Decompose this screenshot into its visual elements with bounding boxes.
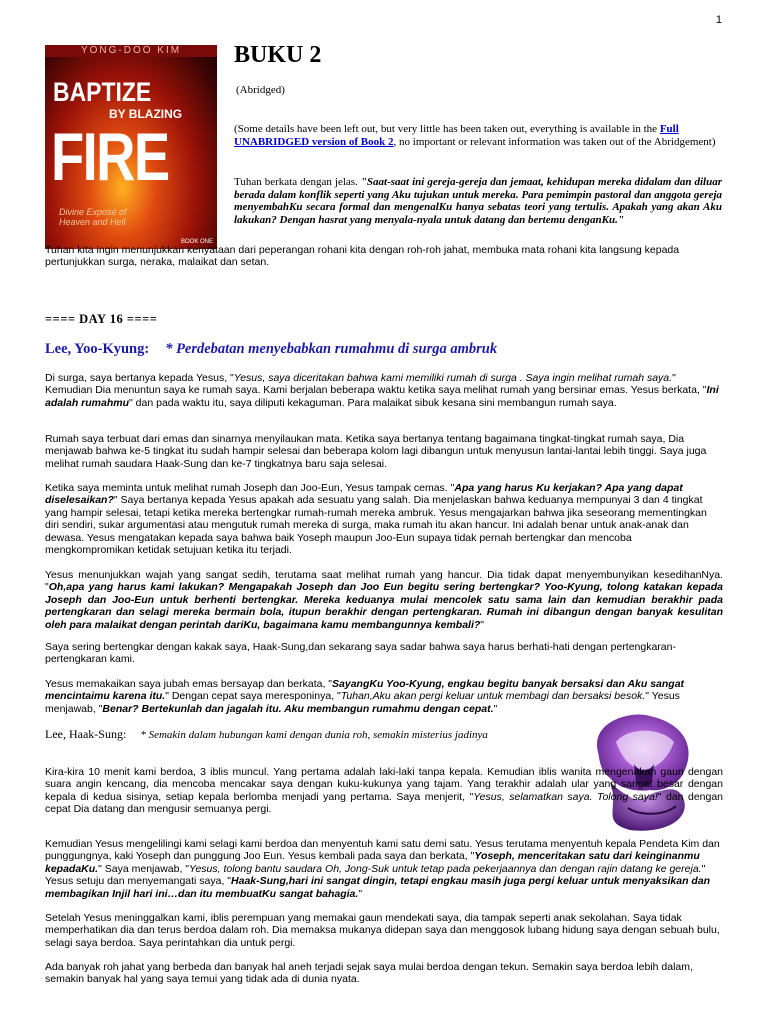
cover-subtitle: [59, 207, 127, 227]
p1-quote-2: Ini adalah rumahmu: [45, 384, 719, 409]
cover-subtitle-line2: Heaven and Hell: [59, 217, 126, 227]
p8-text-c: " Yesus setuju dan menyemangati saya, ": [45, 862, 706, 888]
paragraph-10: Ada banyak roh jahat yang berbeda dan banyak hal aneh terjadi sejak saya mulai berdoa dengan tekun. Semakin saya berdoa lebih dalam, semakin banyak hal yang saya temui yang tidak ada di dunia nyata.: [45, 961, 693, 986]
haak-sung-heading: [45, 728, 583, 742]
note-text-before: (Some details have been left out, but very little has been taken out, everything is available in the: [234, 123, 660, 135]
p1-text-a: Di surga, saya bertanya kepada Yesus, ": [45, 372, 234, 384]
abridgement-note: [234, 123, 722, 148]
paragraph-3: [45, 482, 723, 556]
cover-title-line2: BY BLAZING: [109, 107, 183, 121]
p6-quote-1: SayangKu Yoo-Kyung, engkau begitu banyak bersaksi dan Aku sangat mencintaimu karena itu.: [45, 678, 685, 703]
p6-text-c: " Yesus menjawab, ": [45, 690, 680, 715]
p8-quote-1: Yoseph, menceritakan satu dari keinginanmu kepadaKu.: [45, 850, 700, 875]
cover-author: YONG-DOO KIM: [45, 45, 217, 57]
book-cover-image: [45, 45, 217, 249]
day-heading: ==== DAY 16 ====: [45, 312, 158, 326]
page-number: 1: [715, 14, 722, 26]
haak-sung-name: Lee, Haak-Sung:: [45, 727, 127, 741]
p6-text-d: ": [493, 702, 498, 715]
p6-quote-3: Benar? Bertekunlah dan jagalah itu. Aku membangun rumahmu dengan cepat.: [102, 702, 494, 715]
p1-text-b: " Kemudian Dia menuntun saya ke rumah saya. Kami berjalan beberapa waktu ketika saya melihat rumah yang bersinar emas. Yesus berkata, ": [45, 372, 707, 397]
p4-quote: Oh,apa yang harus kami lakukan? Mengapakah Joseph dan Joo Eun begitu sering bertengkar? Yoo-Kyung, tolong katakan kepada Joseph dan Joo-Eun untuk berhenti bertengkar. Mereka keduanya mulai mencolek satu sama lain dan kemudian berakhir pada pertengkaran dan selagi mereka bermain bola, itupun berakhir dengan pertengkaran. Rumah ini dibangun dengan banyak kesulitan oleh para malaikat dengan perintah dariKu, bagaimana kamu membangunnya kembali?: [45, 581, 723, 631]
paragraph-2: Rumah saya terbuat dari emas dan sinarnya menyilaukan mata. Ketika saya bertanya tentang bagaimana tingkat-tingkat rumah saya, Dia menjawab bahwa ke-5 tingkat itu sudah hampir selesai dan beberapa kolom lagi dibangun untuk menyusun lantai-lantai lebih tinggi. Saya juga melihat rumah saudara Haak-Sung dan ke-7 tingkatnya baru saja selesai.: [45, 433, 707, 470]
p8-text-a: Kemudian Yesus mengelilingi kami selagi kami berdoa dan menyentuh kami satu demi satu. Yesus terutama menyentuh kepala Pendeta Kim dan punggungnya, kaki Yoseph dan punggung Joo Eun. Yesus kembali pada saya dan berkata, ": [45, 838, 720, 863]
page-heading: BUKU 2: [234, 42, 322, 68]
p3-quote: Apa yang harus Ku kerjakan? Apa yang dapat diselesaikan?: [45, 482, 683, 507]
intro-quote: "Saat-saat ini gereja-gereja dan jemaat, kehidupan mereka didalam dan diluar berada dalam konflik seperti yang Aku tujukan untuk mereka. Para pemimpin pastoral dan anggota gereja menyembahKu secara formal dan mengenalKu hanya sebatas teori yang tertulis. Apakah yang akan Aku lakukan? Dengan hasrat yang menyala-nyala untuk datang dan bertemu denganKu.": [234, 176, 722, 226]
paragraph-6: [45, 678, 723, 715]
section-title-topic: * Perdebatan menyebabkan rumahmu di surga ambruk: [165, 341, 498, 357]
intro-paragraph: [234, 176, 722, 226]
cover-title-line1: BAPTIZE: [53, 77, 152, 107]
cover-corner-text: BOOK ONE: [180, 239, 213, 245]
paragraph-9: Setelah Yesus meninggalkan kami, iblis perempuan yang memakai gaun mendekati saya, dia tampak seperti anak sekolahan. Saya tidak memperhatikan dia dan terus berdoa dalam roh. Dia memaksa mukanya didepan saya dan menggosok lubang hidung saya dengan sebuah bulu, selagi saya berdoa. Saya perintahkan dia untuk pergi.: [45, 912, 720, 949]
p4-text-a: Yesus menunjukkan wajah yang sangat sedih, terutama saat melihat rumah yang hancur. Dia tidak dapat menyembunyikan kesedihanNya. ": [45, 569, 723, 594]
p4-text-b: ": [480, 618, 485, 631]
abridged-label: (Abridged): [236, 84, 285, 96]
paragraph-5: Saya sering bertengkar dengan kakak saya, Haak-Sung,dan sekarang saya sadar bahwa saya harus berhati-hati dengan pertengkaran-pertengkaran kami.: [45, 641, 676, 666]
cover-subtitle-line1: Divine Exposé of: [59, 207, 127, 217]
paragraph-4: [45, 569, 723, 631]
p8-text-b: " Saya menjawab, ": [98, 862, 190, 875]
p8-quote-2: Yesus, tolong bantu saudara Oh, Jong-Suk untuk tetap pada pekerjaannya dan dengan rajin datang ke gereja.: [189, 862, 702, 875]
p6-text-a: Yesus memakaikan saya jubah emas bersayap dan berkata, ": [45, 678, 333, 690]
p6-quote-2: Tuhan,Aku akan pergi keluar untuk membagi dan bersaksi besok.: [340, 690, 646, 703]
p8-text-d: ": [358, 887, 363, 900]
section-title: [45, 341, 497, 358]
p6-text-b: " Dengan cepat saya meresponinya, ": [165, 690, 341, 703]
paragraph-8: [45, 838, 723, 900]
p1-quote-1: Yesus, saya diceritakan bahwa kami memiliki rumah di surga . Saya ingin melihat rumah saya.: [233, 372, 673, 384]
summary-paragraph: Tuhan kita ingin menunjukkan kenyataan dari peperangan rohani kita dengan roh-roh jahat, membuka mata rohani kita langsung kepada pertunjukkan surga, neraka, malaikat dan setan.: [45, 244, 680, 269]
cover-title-line3: FIRE: [51, 119, 169, 195]
intro-lead: Tuhan berkata dengan jelas.: [234, 176, 361, 188]
p7-text-a: Kira-kira 10 menit kami berdoa, 3 iblis muncul. Yang pertama adalah laki-laki tanpa kepala. Kemudian iblis wanita mengenakan gaun dengan suara angin kencang, dia mencoba mencakar saya dengan kuku-kukunya yang tajam. Yang terakhir adalah ular yang sangat besar dengan kepala di kedua sisinya, setiap kepala berlomba menjadi yang pertama. Saya menjerit, ": [45, 766, 723, 803]
note-text-after: , no important or relevant information was taken out of the Abridgement): [393, 135, 716, 148]
p7-quote: Yesus, selamatkan saya. Tolong saya!: [473, 790, 658, 803]
paragraph-1: [45, 372, 723, 409]
p7-text-b: " dan dengan cepat Dia datang dan mengusir semuanya pergi.: [45, 790, 724, 816]
p1-text-c: " dan pada waktu itu, saya diliputi kekaguman. Para malaikat sibuk kesana sini membangun rumah saya.: [129, 396, 617, 409]
unabridged-link[interactable]: Full UNABRIDGED version of Book 2: [234, 123, 679, 148]
section-title-name: Lee, Yoo-Kyung:: [45, 341, 150, 357]
paragraph-7: [45, 766, 723, 816]
p3-text-b: " Saya bertanya kepada Yesus apakah ada sesuatu yang salah. Dia menjelaskan bahwa keduanya mempunyai 3 dan 4 tingkat yang hampir selesai, tetapi ketika mereka bertengkar rumah-rumah mereka ambruk. Yesus mengajarkan bahwa jika seseorang mementingkan diri sendiri, sukar argumentasi atau mengutuk rumah mereka di surga, maka rumah itu akan hancur. Ini adalah benar untuk anak-anak dan dewasa. Yesus mengatakan kepada saya bahwa baik Yoseph maupun Joo-Eun supaya tidak pernah bertengkar dan mencoba mengkompromikan ketidak setujuan ketika itu terjadi.: [45, 494, 707, 557]
p3-text-a: Ketika saya meminta untuk melihat rumah Joseph dan Joo-Eun, Yesus tampak cemas. ": [45, 482, 455, 494]
haak-sung-topic: * Semakin dalam hubungan kami dengan dunia roh, semakin misterius jadinya: [140, 729, 488, 741]
p8-quote-3: Haak-Sung,hari ini sangat dingin, tetapi engkau masih juga pergi keluar untuk menyaksikan dan membagikan Injil hari ini…dan itu membuatKu sangat bahagia.: [45, 875, 711, 900]
